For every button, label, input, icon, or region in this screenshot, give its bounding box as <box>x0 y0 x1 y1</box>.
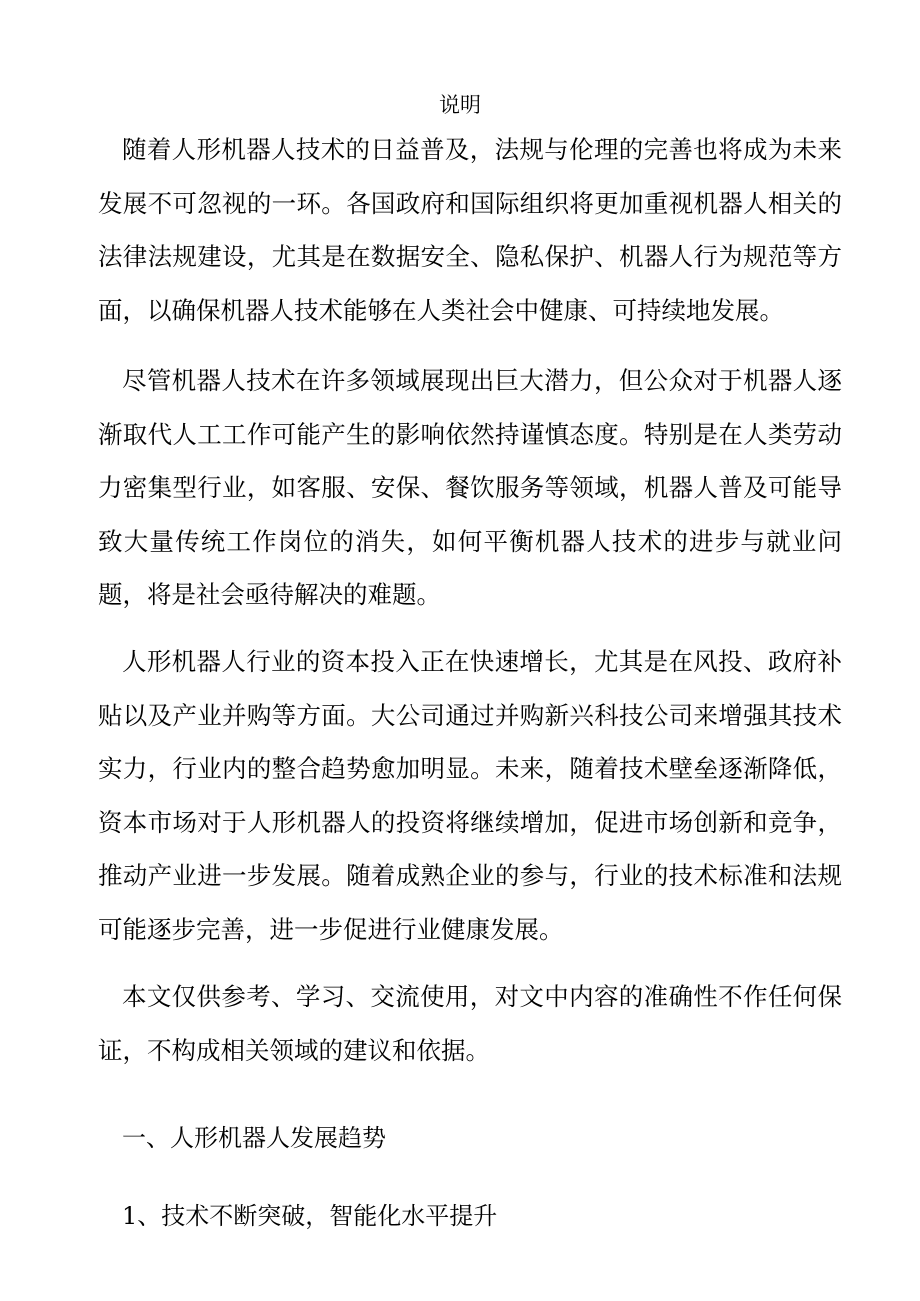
paragraph-capital-investment: 人形机器人行业的资本投入正在快速增长，尤其是在风投、政府补贴以及产业并购等方面。大公司通过并购新兴科技公司来增强其技术实力，行业内的整合趋势愈加明显。未来，随着技术壁垒逐渐降低，资本市场对于人形机器人的投资将继续增加，促进市场创新和竞争，推动产业进一步发展。随着成熟企业的参与，行业的技术标准和法规可能逐步完善，进一步促进行业健康发展。 <box>98 647 842 944</box>
subsection-heading: 1、技术不断突破，智能化水平提升 <box>122 1202 498 1230</box>
paragraph-employment-concerns: 尽管机器人技术在许多领域展现出巨大潜力，但公众对于机器人逐渐取代人工工作可能产生的影响依然持谨慎态度。特别是在人类劳动力密集型行业，如客服、安保、餐饮服务等领域，机器人普及可能导致大量传统工作岗位的消失，如何平衡机器人技术的进步与就业问题，将是社会亟待解决的难题。 <box>98 366 842 609</box>
section-heading: 一、人形机器人发展趋势 <box>122 1124 386 1152</box>
paragraph-disclaimer: 本文仅供参考、学习、交流使用，对文中内容的准确性不作任何保证，不构成相关领域的建议和依据。 <box>98 982 842 1065</box>
paragraph-regulation-ethics: 随着人形机器人技术的日益普及，法规与伦理的完善也将成为未来发展不可忽视的一环。各国政府和国际组织将更加重视机器人相关的法律法规建设，尤其是在数据安全、隐私保护、机器人行为规范等方面，以确保机器人技术能够在人类社会中健康、可持续地发展。 <box>98 135 842 325</box>
document-title: 说明 <box>439 93 481 117</box>
